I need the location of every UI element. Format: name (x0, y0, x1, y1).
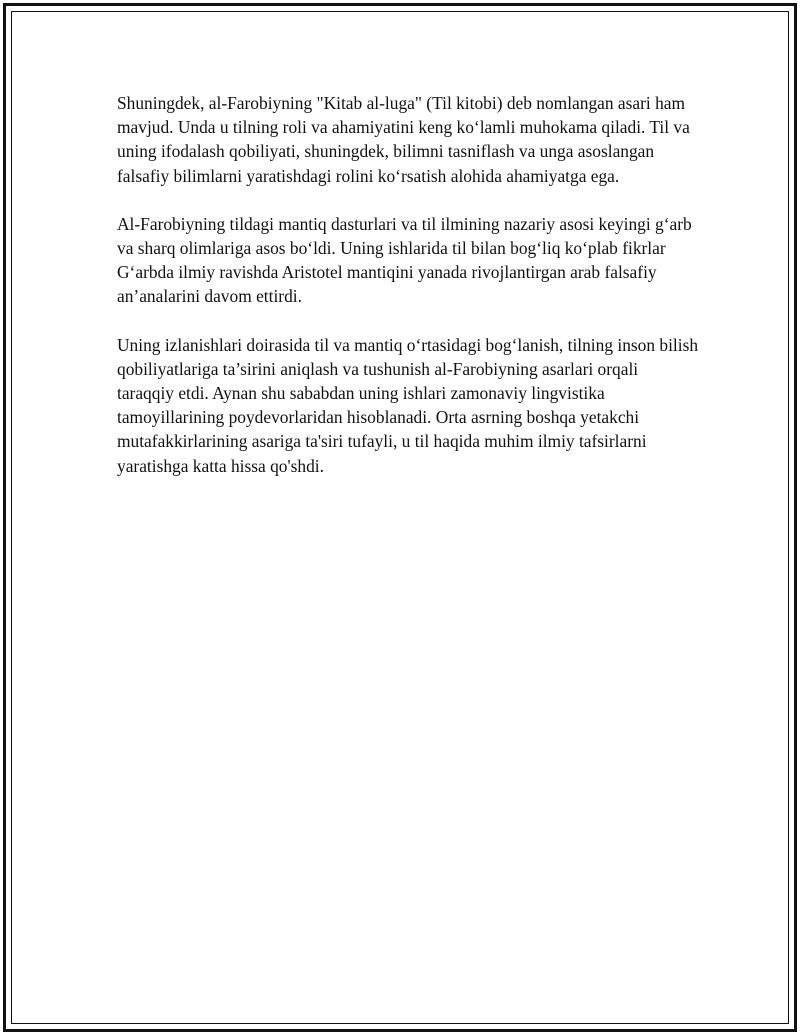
document-body (117, 91, 699, 502)
paragraph-2: Al-Farobiyning tildagi mantiq dasturlari va til ilmining nazariy asosi keyingi g‘arb va sharq olimlariga asos bo‘ldi. Uning ishlarida til bilan bog‘liq ko‘plab fikrlar G‘arbda ilmiy ravishda Aristotel mantiqini yanada rivojlantirgan arab falsafiy an’analarini davom ettirdi. (117, 213, 692, 307)
paragraph-3: Uning izlanishlari doirasida til va mantiq o‘rtasidagi bog‘lanish, tilning inson bilish qobiliyatlariga ta’sirini aniqlash va tushunish al-Farobiyning asarlari orqali taraqqiy etdi. Aynan shu sababdan uning ishlari zamonaviy lingvistika tamoyillarining poydevorlaridan hisoblanadi. Orta asrning boshqa yetakchi mutafakkirlarining asariga ta'siri tufayli, u til haqida muhim ilmiy tafsirlarni yaratishga katta hissa qo'shdi. (117, 334, 699, 476)
paragraph-1: Shuningdek, al-Farobiyning "Kitab al-luga" (Til kitobi) deb nomlangan asari ham mavjud. Unda u tilning roli va ahamiyatini keng ko‘lamli muhokama qiladi. Til va uning ifodalash qobiliyati, shuningdek, bilimni tasniflash va unga asoslangan falsafiy bilimlarni yaratishdagi rolini ko‘rsatish alohida ahamiyatga ega. (117, 93, 690, 186)
